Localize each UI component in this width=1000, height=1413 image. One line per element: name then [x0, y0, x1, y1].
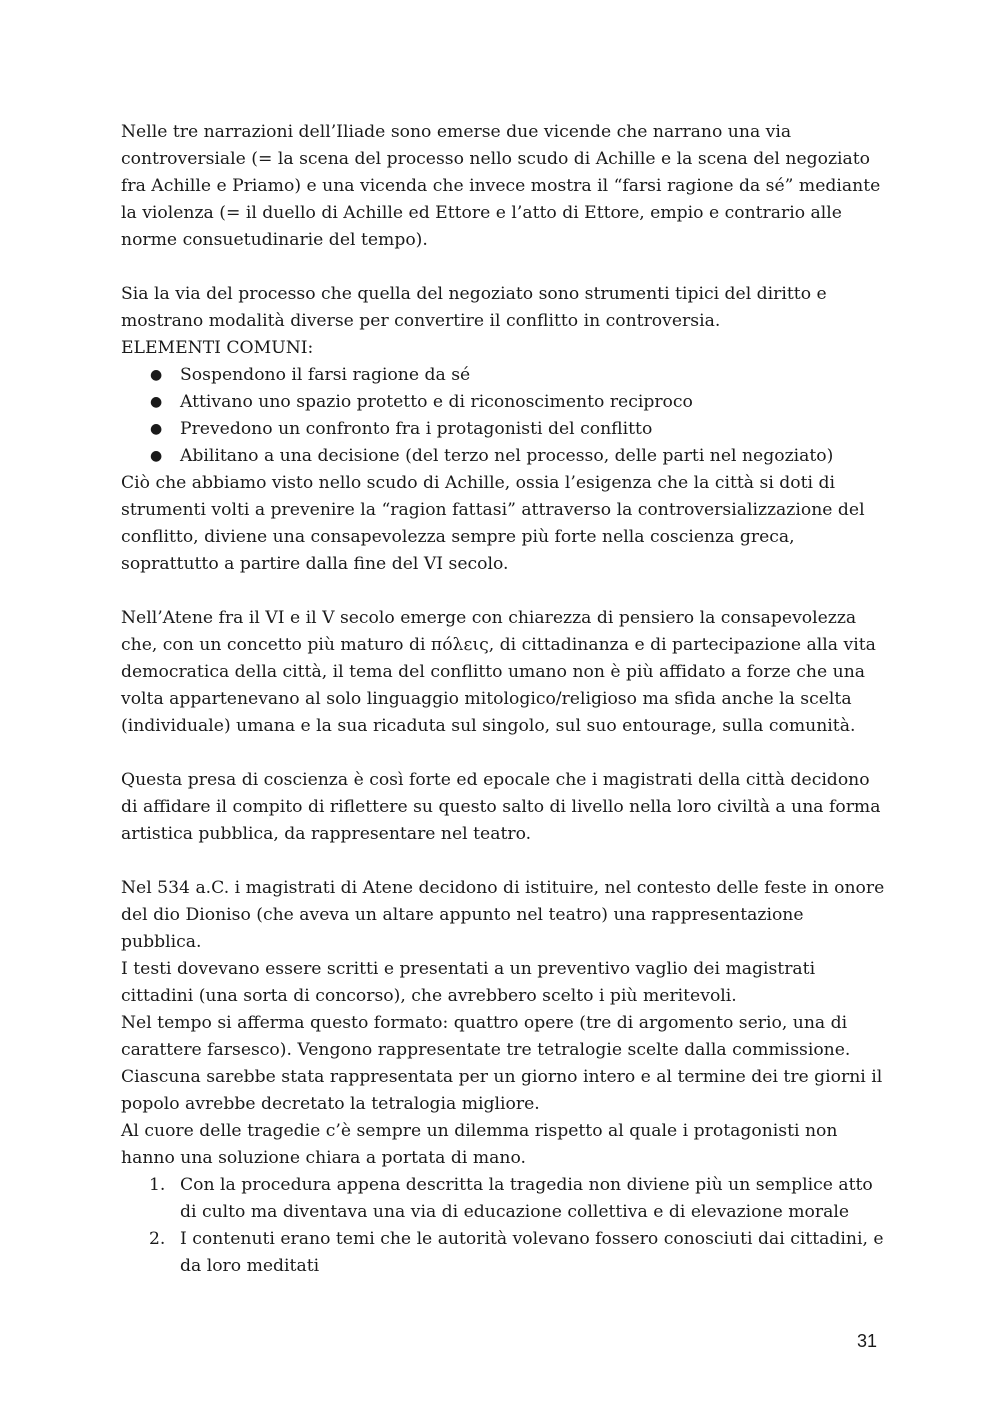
paragraph-dilemma: Al cuore delle tragedie c’è sempre un dilemma rispetto al quale i protagonisti non hanno una soluzione chiara a portata di mano.	[121, 1121, 838, 1168]
paragraph-format: Nel tempo si afferma questo formato: quattro opere (tre di argomento serio, una di carattere farsesco). Vengono rappresentate tre tetralogie scelte dalla commissione. Ciascuna sarebbe stata rappresentata per un giorno intero e al termine dei tre giorni il popolo avrebbe decretato la tetralogia migliore.	[121, 1013, 883, 1114]
list-item-text: Abilitano a una decisione (del terzo nel processo, delle parti nel negoziato)	[180, 446, 834, 466]
common-elements-list	[121, 362, 889, 470]
list-item-text: Sospendono il farsi ragione da sé	[180, 365, 471, 385]
page-content	[121, 119, 889, 1280]
paragraph-spacer	[121, 578, 889, 605]
list-item-text: Prevedono un confronto fra i protagonisti del conflitto	[180, 419, 653, 439]
page-number: 31	[856, 1331, 877, 1351]
list-item-text: Con la procedura appena descritta la tragedia non diviene più un semplice atto di culto ma diventava una via di educazione collettiva e di elevazione morale	[180, 1175, 873, 1222]
list-item	[121, 389, 889, 416]
paragraph-awareness: Questa presa di coscienza è così forte ed epocale che i magistrati della città decidono di affidare il compito di riflettere su questo salto di livello nella loro civiltà a una forma artistica pubblica, da rappresentare nel teatro.	[121, 770, 881, 844]
paragraph-athens: Nell’Atene fra il VI e il V secolo emerge con chiarezza di pensiero la consapevolezza che, con un concetto più maturo di πόλεις, di cittadinanza e di partecipazione alla vita democratica della città, il tema del conflitto umano non è più affidato a forze che una volta appartenevano al solo linguaggio mitologico/religioso ma sfida anche la scelta (individuale) umana e la sua ricaduta sul singolo, sul suo entourage, sulla comunità.	[121, 608, 876, 736]
paragraph-texts: I testi dovevano essere scritti e presentati a un preventivo vaglio dei magistrati cittadini (una sorta di concorso), che avrebbero scelto i più meritevoli.	[121, 959, 816, 1006]
list-item	[121, 362, 889, 389]
list-number: 2.	[149, 1229, 166, 1249]
paragraph-shield-achilles: Ciò che abbiamo visto nello scudo di Achille, ossia l’esigenza che la città si doti di strumenti volti a prevenire la “ragion fattasi” attraverso la controversializzazione del conflitto, diviene una consapevolezza sempre più forte nella coscienza greca, soprattutto a partire dalla fine del VI secolo.	[121, 473, 865, 574]
bullet-icon: ●	[150, 421, 163, 437]
tragedy-points-list	[121, 1172, 889, 1280]
bullet-icon: ●	[150, 367, 163, 383]
list-item	[121, 416, 889, 443]
paragraph-spacer	[121, 740, 889, 767]
list-item	[121, 443, 889, 470]
paragraph-spacer	[121, 254, 889, 281]
paragraph-iliad-narrations: Nelle tre narrazioni dell’Iliade sono emerse due vicende che narrano una via controversiale (= la scena del processo nello scudo di Achille e la scena del negoziato fra Achille e Priamo) e una vicenda che invece mostra il “farsi ragione da sé” mediante la violenza (= il duello di Achille ed Ettore e l’atto di Ettore, empio e contrario alle norme consuetudinarie del tempo).	[121, 122, 881, 250]
paragraph-spacer	[121, 848, 889, 875]
list-item	[121, 1172, 889, 1226]
list-item	[121, 1226, 889, 1280]
list-number: 1.	[149, 1175, 166, 1195]
bullet-icon: ●	[150, 448, 163, 464]
bullet-icon: ●	[150, 394, 163, 410]
list-item-text: I contenuti erano temi che le autorità volevano fossero conosciuti dai cittadini, e da loro meditati	[180, 1229, 884, 1276]
heading-common-elements: ELEMENTI COMUNI:	[121, 338, 314, 358]
paragraph-process-negotiation: Sia la via del processo che quella del negoziato sono strumenti tipici del diritto e mostrano modalità diverse per convertire il conflitto in controversia.	[121, 284, 827, 331]
list-item-text: Attivano uno spazio protetto e di riconoscimento reciproco	[180, 392, 693, 412]
paragraph-534bc: Nel 534 a.C. i magistrati di Atene decidono di istituire, nel contesto delle feste in onore del dio Dioniso (che aveva un altare appunto nel teatro) una rappresentazione pubblica.	[121, 878, 885, 952]
